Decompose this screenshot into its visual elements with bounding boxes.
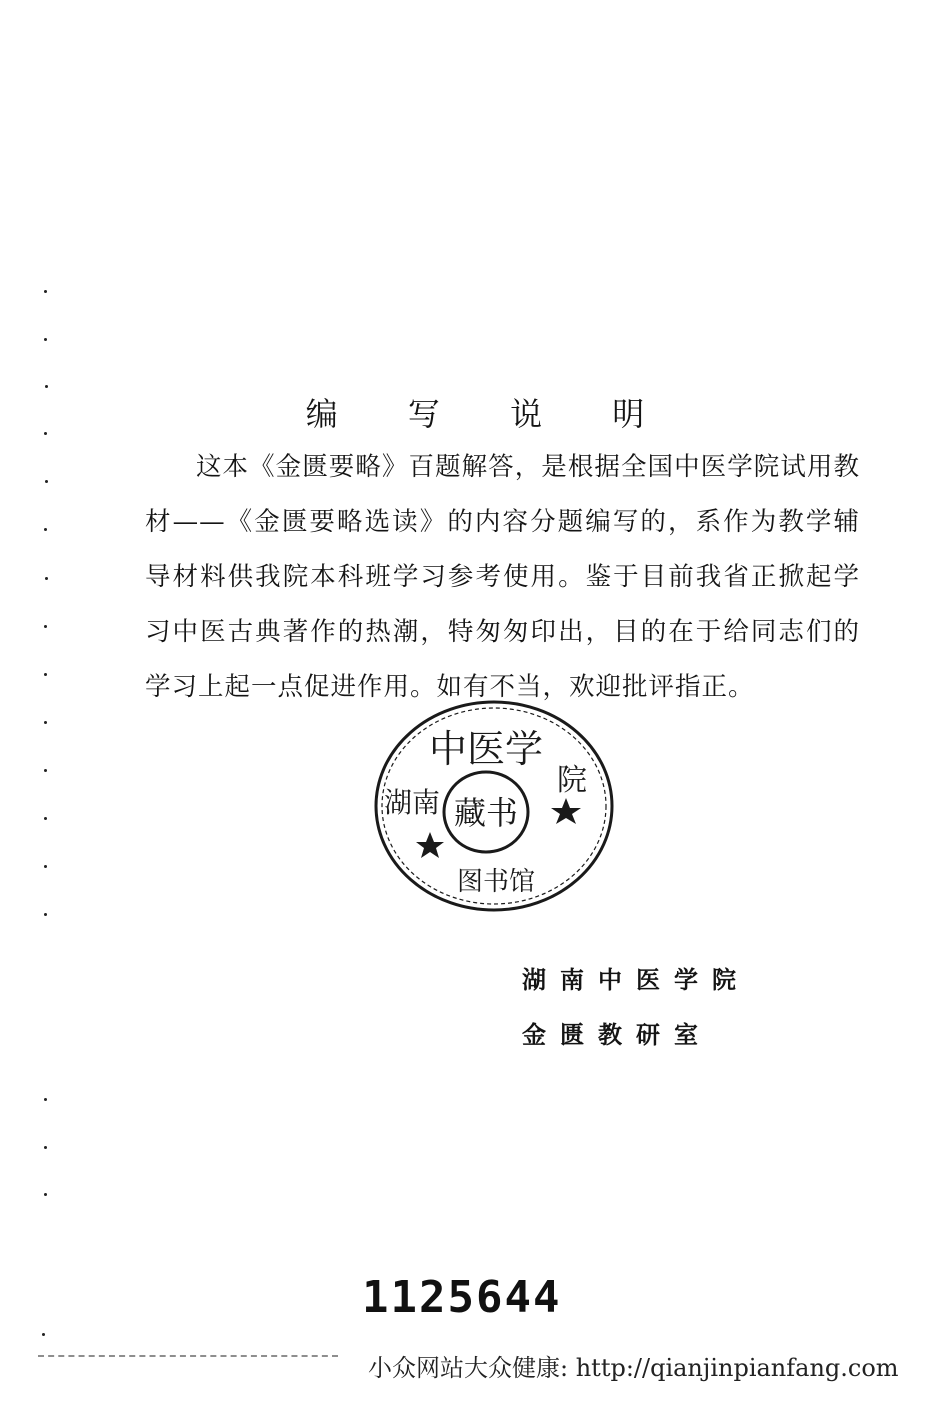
margin-speck xyxy=(44,865,47,868)
body-text xyxy=(145,440,860,715)
footer-watermark: 小众网站大众健康: http://qianjinpianfang.com xyxy=(368,1354,899,1382)
serial-number: 1125644 xyxy=(362,1272,562,1323)
margin-speck xyxy=(44,817,47,820)
page-title: 编 写 说 明 xyxy=(305,395,675,434)
margin-speck xyxy=(45,385,48,388)
bottom-dashed-rule xyxy=(38,1355,338,1357)
margin-speck xyxy=(42,1333,45,1336)
margin-speck xyxy=(44,1193,47,1196)
stamp-ring-bottom: 图书馆 xyxy=(456,867,536,897)
stamp-ring-right: 院 xyxy=(557,763,587,798)
margin-speck xyxy=(44,338,47,341)
margin-speck xyxy=(45,480,48,483)
margin-speck xyxy=(44,1098,47,1101)
department-name: 金匮教研室 xyxy=(522,1020,712,1049)
star-icon xyxy=(416,832,444,858)
body-paragraph: 这本《金匮要略》百题解答，是根据全国中医学院试用教材——《金匮要略选读》的内容分题编写的，系作为教学辅导材料供我院本科班学习参考使用。鉴于目前我省正掀起学习中医古典著作的热潮，特匆匆印出，目的在于给同志们的学习上起一点促进作用。如有不当，欢迎批评指正。 xyxy=(145,452,860,702)
margin-speck xyxy=(44,721,47,724)
margin-speck xyxy=(44,290,47,293)
margin-speck xyxy=(44,769,47,772)
stamp-ring-left: 湖南 xyxy=(383,786,441,819)
margin-speck xyxy=(44,913,47,916)
stamp-center: 藏书 xyxy=(453,794,519,832)
margin-speck xyxy=(44,528,47,531)
stamp-ring-top: 中医学 xyxy=(428,727,544,771)
margin-speck xyxy=(44,673,47,676)
margin-speck xyxy=(44,1146,47,1149)
margin-speck xyxy=(45,577,48,580)
star-icon xyxy=(551,798,581,824)
library-stamp xyxy=(368,690,620,920)
margin-speck xyxy=(44,625,47,628)
org-name: 湖南中医学院 xyxy=(522,965,750,994)
